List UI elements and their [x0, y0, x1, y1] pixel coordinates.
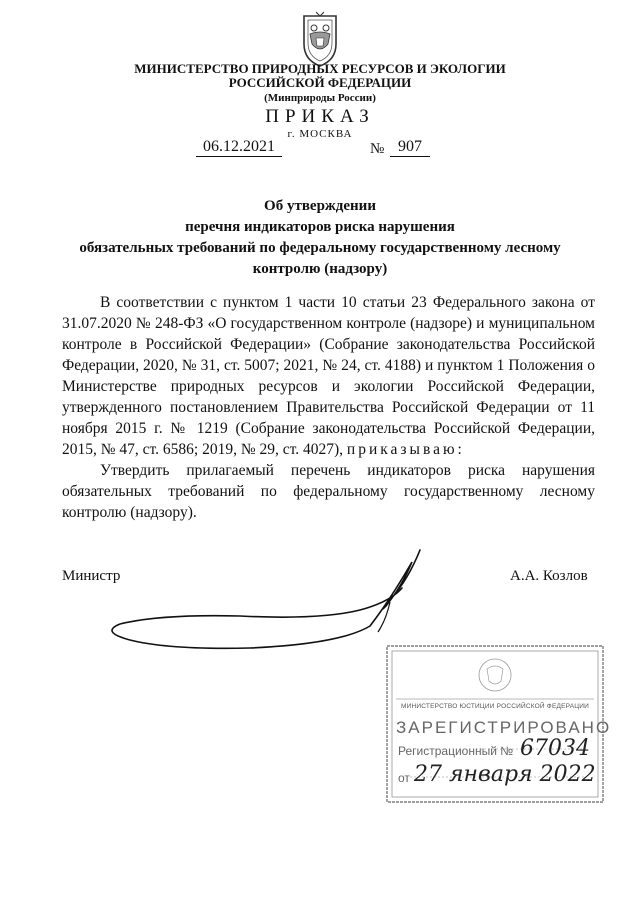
order-date: 06.12.2021: [196, 138, 282, 157]
stamp-reg-number-label: Регистрационный №: [398, 744, 514, 758]
signer-position: Министр: [62, 568, 121, 584]
signer-name: А.А. Козлов: [510, 568, 588, 584]
stamp-registered: ЗАРЕГИСТРИРОВАНО: [396, 718, 612, 737]
title-line-3: обязательных требований по федеральному государственному лесному: [79, 240, 561, 256]
stamp-reg-date: 27 января 2022: [414, 762, 596, 787]
stamp-reg-number: 67034: [520, 736, 590, 761]
ministry-line-1: МИНИСТЕРСТВО ПРИРОДНЫХ РЕСУРСОВ И ЭКОЛОГИИ: [134, 61, 506, 76]
paragraph-1-text: В соответствии с пунктом 1 части 10 статьи 23 Федерального закона от 31.07.2020 № 248-ФЗ «О государственном контроле (надзоре) и муниципальном контроле в Российской Федерации» (Собрание законодательства Российской Федерации, 2020, № 31, ст. 5007; 2021, № 24, ст. 4188) и пунктом 1 Положения о Министерстве природных ресурсов и экологии Российской Федерации, утвержденного постановлением Правительства Российской Федерации от 11 ноября 2015 г. № 1219 (Собрание законодательства Российской Федерации, 2015, № 47, ст. 6586; 2019, № 29, ст. 4027),: [62, 294, 595, 458]
title-line-4: контролю (надзору): [252, 261, 388, 277]
ministry-line-2: РОССИЙСКОЙ ФЕДЕРАЦИИ: [228, 75, 412, 90]
title-line-1: Об утверждении: [264, 198, 376, 214]
order-word: приказываю:: [346, 441, 465, 458]
coat-of-arms-icon: [296, 10, 344, 68]
title-line-2: перечня индикаторов риска нарушения: [185, 219, 455, 235]
order-number: 907: [390, 138, 430, 157]
document-type: ПРИКАЗ: [265, 106, 375, 127]
stamp-ministry: МИНИСТЕРСТВО ЮСТИЦИИ РОССИЙСКОЙ ФЕДЕРАЦИИ: [400, 703, 590, 710]
paragraph-1: [62, 292, 595, 460]
ministry-short-name: (Минприроды России): [264, 92, 376, 104]
document-body: [62, 292, 595, 523]
document-title: [0, 196, 640, 280]
city: г. МОСКВА: [287, 128, 353, 140]
number-sign: №: [370, 141, 385, 157]
ministry-name: [0, 62, 640, 90]
stamp-date-label: от: [398, 771, 410, 785]
paragraph-2: Утвердить прилагаемый перечень индикаторов риска нарушения обязательных требований по федеральному государственному лесному контролю (надзору).: [62, 462, 595, 521]
